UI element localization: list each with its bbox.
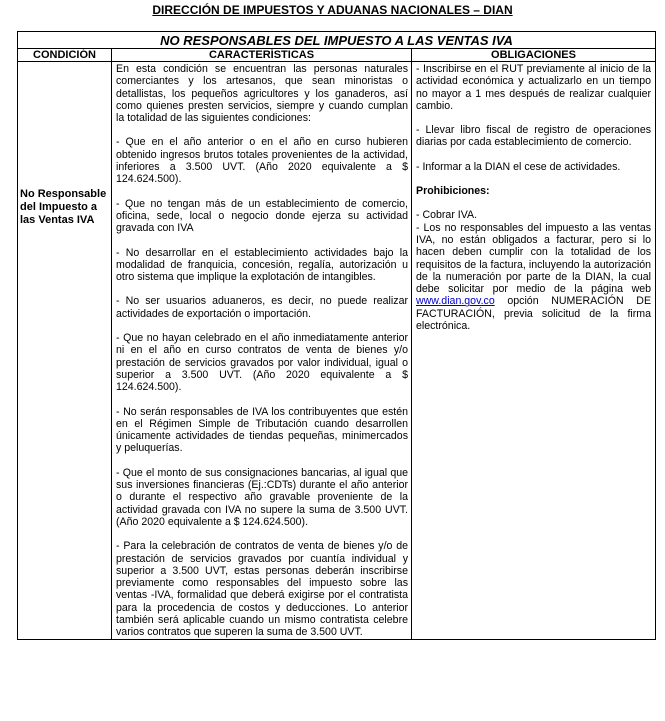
- document-title: [0, 3, 665, 17]
- caracteristica-item: - Que en el año anterior o en el año en curso hubieren obtenido ingresos brutos totales provenientes de la actividad, inferiores a 3.500 UVT. (Año 2020 equivalente a $ 124.624.500).: [116, 136, 408, 186]
- table-banner: NO RESPONSABLES DEL IMPUESTO A LAS VENTAS IVA: [18, 32, 656, 49]
- caracteristica-item: - Que no hayan celebrado en el año inmediatamente anterior ni en el año en curso contratos de venta de bienes y/o prestación de servicios gravados por valor individual, igual o superior a 3.500 UVT. (Año 2020 equivalente a $ 124.624.500).: [116, 332, 408, 394]
- header-row: [18, 49, 656, 62]
- caracteristica-item: - No ser usuarios aduaneros, es decir, no puede realizar actividades de exportación o importación.: [116, 295, 408, 320]
- iva-table: [17, 31, 656, 640]
- prohibicion-tail: opción NUMERACIÓN DE FACTURACIÓN, previa solicitud de la firma electrónica.: [416, 295, 652, 333]
- caracteristica-item: - Que no tengan más de un establecimiento de comercio, oficina, sede, local o negocio donde ejerza su actividad gravada con IVA: [116, 197, 408, 235]
- obligacion-item: - Inscribirse en el RUT previamente al inicio de la actividad económica y actualizarlo en un tiempo no mayor a 1 mes después de realizar cualquier cambio.: [416, 63, 652, 112]
- banner-row: [18, 32, 656, 49]
- condicion-cell: [18, 62, 112, 640]
- prohibicion-item: - Cobrar IVA.: [416, 209, 478, 222]
- caracteristica-item: En esta condición se encuentran las personas naturales comerciantes y los artesanos, que sean minoristas o detallistas, los pequeños agricultores y los ganaderos, así como quienes presten servicios, siempre y cuando cumplan la totalidad de las siguientes condiciones:: [116, 63, 408, 125]
- caracteristica-item: - Para la celebración de contratos de venta de bienes y/o de prestación de servicios gravados por cuantía individual y superior a 3.500 UVT, estas personas deberán inscribirse previamente como responsables del impuesto sobre las ventas -IVA, formalidad que deberá exigirse por el contratista para la procedencia de costos y deducciones. Lo anterior también será aplicable cuando un mismo contratista celebre varios contratos que superen la suma de 3.500 UVT.: [116, 540, 408, 639]
- obligaciones-cell: [412, 62, 656, 640]
- caracteristicas-cell: [112, 62, 412, 640]
- content-row: [18, 62, 656, 640]
- header-obligaciones: OBLIGACIONES: [412, 49, 656, 62]
- header-caracteristicas: CARACTERÍSTICAS: [112, 49, 412, 62]
- obligacion-item: - Informar a la DIAN el cese de actividades.: [416, 160, 621, 173]
- obligacion-item: - Llevar libro fiscal de registro de operaciones diarias por cada establecimiento de comercio.: [416, 124, 652, 149]
- prohibiciones-title: Prohibiciones:: [416, 185, 490, 198]
- prohibicion-text: - Los no responsables del impuesto a las ventas IVA, no están obligados a facturar, pero si lo hacen deben cumplir con la totalidad de los requisitos de la factura, incluyendo la autorización de la numeración por parte de la DIAN, la cual debe solicitar por medio de la página web: [416, 221, 652, 296]
- document-title-text: DIRECCIÓN DE IMPUESTOS Y ADUANAS NACIONALES – DIAN: [152, 3, 513, 17]
- caracteristica-item: - No serán responsables de IVA los contribuyentes que estén en el Régimen Simple de Tributación cuando desarrollen únicamente actividades de tiendas pequeñas, minimercados y peluquerías.: [116, 405, 408, 455]
- header-condicion: CONDICIÓN: [18, 49, 112, 62]
- condicion-text: No Responsable del Impuesto a las Ventas IVA: [20, 188, 107, 226]
- prohibicion-item: [416, 222, 651, 333]
- caracteristica-item: - Que el monto de sus consignaciones bancarias, al igual que sus inversiones financieras (Ej.:CDTs) durante el año anterior o durante el respectivo año gravable proveniente de la actividad gravada con IVA no supere la suma de 3.500 UVT. (Año 2020 equivalente a $ 124.624.500).: [116, 466, 408, 528]
- dian-website-link[interactable]: www.dian.gov.co: [416, 295, 495, 308]
- caracteristica-item: - No desarrollar en el establecimiento actividades bajo la modalidad de franquicia, concesión, regalía, autorización u otro sistema que implique la explotación de intangibles.: [116, 246, 408, 284]
